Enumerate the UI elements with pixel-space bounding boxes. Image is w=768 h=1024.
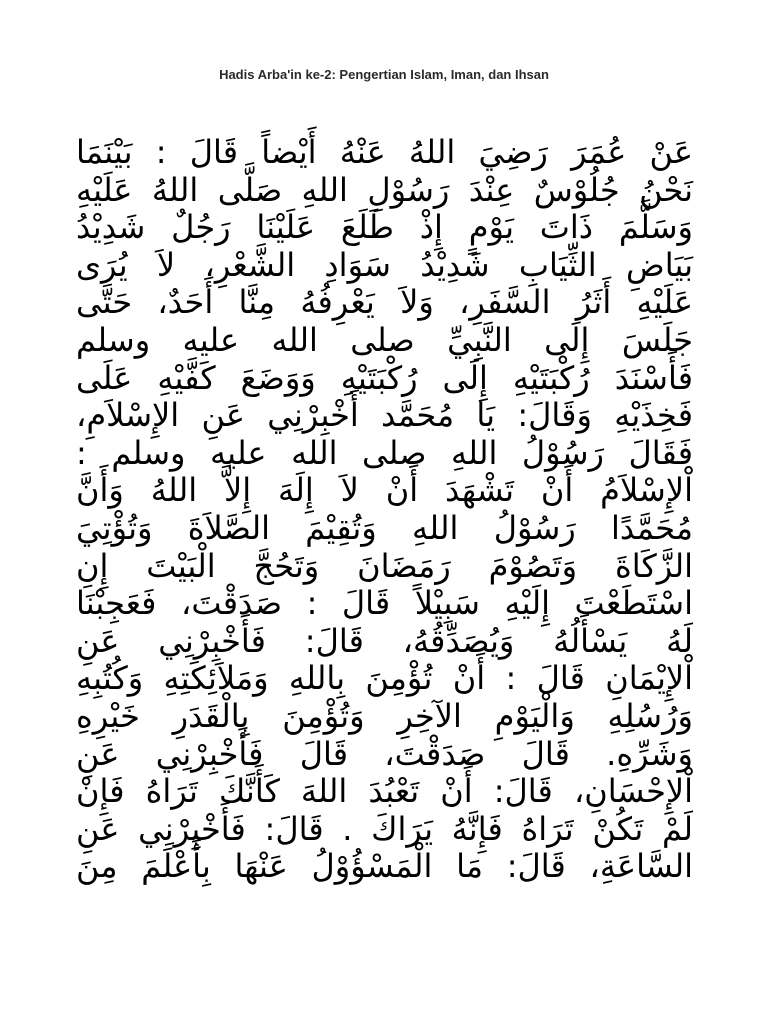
arabic-text-line: وَشَرِّهِ. قَالَ صَدَقْتَ، قَالَ فَأَخْبِرْنِي عَنِ [76,734,693,773]
arabic-text-line: اسْتَطَعْتَ إِلَيْهِ سَبِيْلاً قَالَ : صَدَقْتَ، فَعَجِبْنَا [76,584,693,623]
hadith-arabic-text [76,134,693,886]
arabic-text-line: نَحْنُ جُلُوْسٌ عِنْدَ رَسُوْلِ اللهِ صَلَّى اللهُ عَلَيْهِ [76,170,693,209]
arabic-text-line: بَيَاضِ الثِّيَابِ شَدِيْدُ سَوَادِ الشَّعْرِ، لاَ يُرَى [76,245,693,284]
document-title: Hadis Arba'in ke-2: Pengertian Islam, Iman, dan Ihsan [219,67,549,82]
arabic-text-line: اْلإِحْسَانِ، قَالَ: أَنْ تَعْبُدَ اللهَ كَأَنَّكَ تَرَاهُ فَإِنْ [76,772,693,811]
arabic-text-line: عَنْ عُمَرَ رَضِيَ اللهُ عَنْهُ أَيْضاً قَالَ : بَيْنَمَا [76,133,693,171]
arabic-text-line: فَخِذَيْهِ وَقَالَ: يَا مُحَمَّد أَخْبِرْنِي عَنِ الإِسْلاَمِ، [76,396,693,435]
arabic-text-line: جَلَسَ إِلَى النَّبِيِّ صلى الله عليه وسلم [76,320,693,359]
arabic-text-line: مُحَمَّدًا رَسُوْلُ اللهِ وَتُقِيْمَ الصَّلاَةَ وَتُؤْتِيَ [76,508,693,547]
arabic-text-line: اْلإِيْمَانِ قَالَ : أَنْ تُؤْمِنَ بِاللهِ وَمَلاَئِكَتِهِ وَكُتُبِهِ [76,659,693,698]
arabic-text-line: وَرُسُلِهِ وَالْيَوْمِ الآخِرِ وَتُؤْمِنَ بِالْقَدَرِ خَيْرِهِ [76,696,693,735]
arabic-text-line: وَسَلَّمَ ذَاتَ يَوْمٍ إِذْ طَلَعَ عَلَيْنَا رَجُلٌ شَدِيْدُ [76,208,693,247]
arabic-text-line: لَمْ تَكُنْ تَرَاهُ فَإِنَّهُ يَرَاكَ . قَالَ: فَأَخْبِرْنِي عَنِ [76,809,693,848]
arabic-text-line: السَّاعَةِ، قَالَ: مَا الْمَسْؤُوْلُ عَنْهَا بِأَعْلَمَ مِنَ [76,847,693,886]
arabic-text-line: فَقَالَ رَسُوْلُ اللهِ صلى الله عليه وسلم : [76,433,693,472]
arabic-text-line: الزَّكَاةَ وَتَصُوْمَ رَمَضَانَ وَتَحُجَّ الْبَيْتَ إِنِ [76,546,693,585]
arabic-text-line: عَلَيْهِ أَثَرُ السَّفَرِ، وَلاَ يَعْرِفُهُ مِنَّا أَحَدٌ، حَتَّى [76,283,693,322]
arabic-text-line: اْلإِسْلاَمُ أَنْ تَشْهَدَ أَنْ لاَ إِلَهَ إِلاَّ اللهُ وَأَنَّ [76,471,693,510]
arabic-text-line: فَأَسْنَدَ رُكْبَتَيْهِ إِلَى رُكْبَتَيْهِ وَوَضَعَ كَفَّيْهِ عَلَى [76,358,693,397]
arabic-text-line: لَهُ يَسْأَلُهُ وَيُصَدِّقُهُ، قَالَ: فَأَخْبِرْنِي عَنِ [76,621,693,660]
